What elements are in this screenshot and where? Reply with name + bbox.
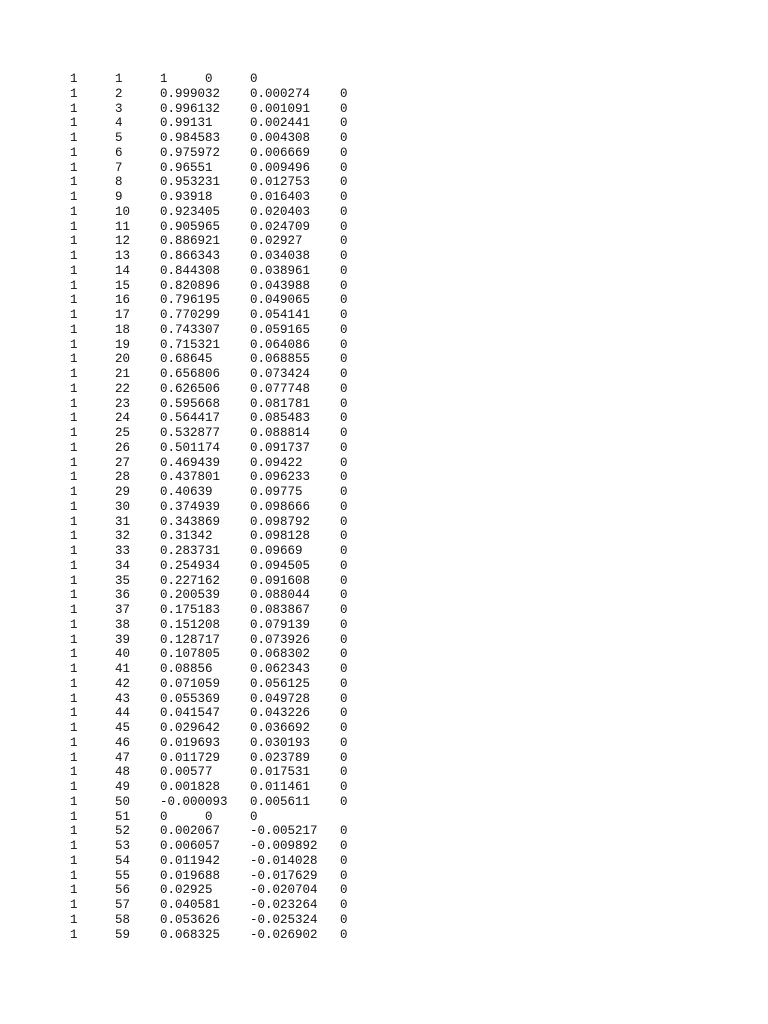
data-line: 1 56 0.02925 -0.020704 0: [70, 883, 348, 898]
data-line: 1 18 0.743307 0.059165 0: [70, 322, 348, 337]
data-line: 1 51 0 0 0: [70, 809, 258, 824]
data-line: 1 34 0.254934 0.094505 0: [70, 558, 348, 573]
data-line: 1 52 0.002067 -0.005217 0: [70, 824, 348, 839]
data-line: 1 3 0.996132 0.001091 0: [70, 101, 348, 116]
data-line: 1 39 0.128717 0.073926 0: [70, 632, 348, 647]
data-line: 1 7 0.96551 0.009496 0: [70, 160, 348, 175]
data-line: 1 12 0.886921 0.02927 0: [70, 234, 348, 249]
data-line: 1 27 0.469439 0.09422 0: [70, 455, 348, 470]
data-line: 1 35 0.227162 0.091608 0: [70, 573, 348, 588]
data-line: 1 23 0.595668 0.081781 0: [70, 396, 348, 411]
data-line: 1 40 0.107805 0.068302 0: [70, 647, 348, 662]
data-line: 1 1 1 0 0: [70, 72, 258, 86]
data-line: 1 55 0.019688 -0.017629 0: [70, 868, 348, 883]
data-line: 1 44 0.041547 0.043226 0: [70, 706, 348, 721]
data-line: 1 53 0.006057 -0.009892 0: [70, 839, 348, 853]
data-line: 1 28 0.437801 0.096233 0: [70, 470, 348, 485]
data-line: 1 24 0.564417 0.085483 0: [70, 411, 348, 426]
data-line: 1 46 0.019693 0.030193 0: [70, 735, 348, 750]
data-line: 1 16 0.796195 0.049065 0: [70, 293, 348, 308]
data-line: 1 38 0.151208 0.079139 0: [70, 617, 348, 632]
data-line: 1 10 0.923405 0.020403 0: [70, 204, 348, 219]
data-line: 1 5 0.984583 0.004308 0: [70, 131, 348, 145]
data-line: 1 21 0.656806 0.073424 0: [70, 367, 348, 381]
data-line: 1 47 0.011729 0.023789 0: [70, 750, 348, 765]
data-line: 1 50 -0.000093 0.005611 0: [70, 794, 348, 809]
data-line: 1 58 0.053626 -0.025324 0: [70, 912, 348, 927]
data-line: 1 6 0.975972 0.006669 0: [70, 145, 348, 160]
data-line: 1 15 0.820896 0.043988 0: [70, 278, 348, 293]
data-line: 1 41 0.08856 0.062343 0: [70, 662, 348, 676]
data-line: 1 48 0.00577 0.017531 0: [70, 765, 348, 780]
data-line: 1 36 0.200539 0.088044 0: [70, 588, 348, 603]
data-line: 1 31 0.343869 0.098792 0: [70, 514, 348, 529]
data-line: 1 30 0.374939 0.098666 0: [70, 499, 348, 514]
data-line: 1 57 0.040581 -0.023264 0: [70, 898, 348, 912]
data-line: 1 29 0.40639 0.09775 0: [70, 485, 348, 499]
data-line: 1 19 0.715321 0.064086 0: [70, 337, 348, 352]
data-line: 1 32 0.31342 0.098128 0: [70, 529, 348, 544]
data-line: 1 37 0.175183 0.083867 0: [70, 603, 348, 617]
data-line: 1 2 0.999032 0.000274 0: [70, 86, 348, 101]
data-line: 1 8 0.953231 0.012753 0: [70, 175, 348, 190]
data-line: 1 59 0.068325 -0.026902 0: [70, 927, 348, 942]
data-line: 1 14 0.844308 0.038961 0: [70, 263, 348, 278]
data-line: 1 26 0.501174 0.091737 0: [70, 440, 348, 455]
data-line: 1 4 0.99131 0.002441 0: [70, 116, 348, 131]
data-listing: [70, 72, 348, 942]
data-line: 1 49 0.001828 0.011461 0: [70, 780, 348, 794]
data-line: 1 9 0.93918 0.016403 0: [70, 190, 348, 204]
data-line: 1 20 0.68645 0.068855 0: [70, 352, 348, 367]
data-line: 1 33 0.283731 0.09669 0: [70, 544, 348, 558]
data-line: 1 54 0.011942 -0.014028 0: [70, 853, 348, 868]
data-line: 1 11 0.905965 0.024709 0: [70, 219, 348, 234]
data-line: 1 22 0.626506 0.077748 0: [70, 381, 348, 396]
data-line: 1 25 0.532877 0.088814 0: [70, 426, 348, 440]
data-line: 1 13 0.866343 0.034038 0: [70, 249, 348, 263]
data-line: 1 45 0.029642 0.036692 0: [70, 721, 348, 735]
data-line: 1 43 0.055369 0.049728 0: [70, 691, 348, 706]
data-line: 1 42 0.071059 0.056125 0: [70, 676, 348, 691]
data-line: 1 17 0.770299 0.054141 0: [70, 308, 348, 322]
